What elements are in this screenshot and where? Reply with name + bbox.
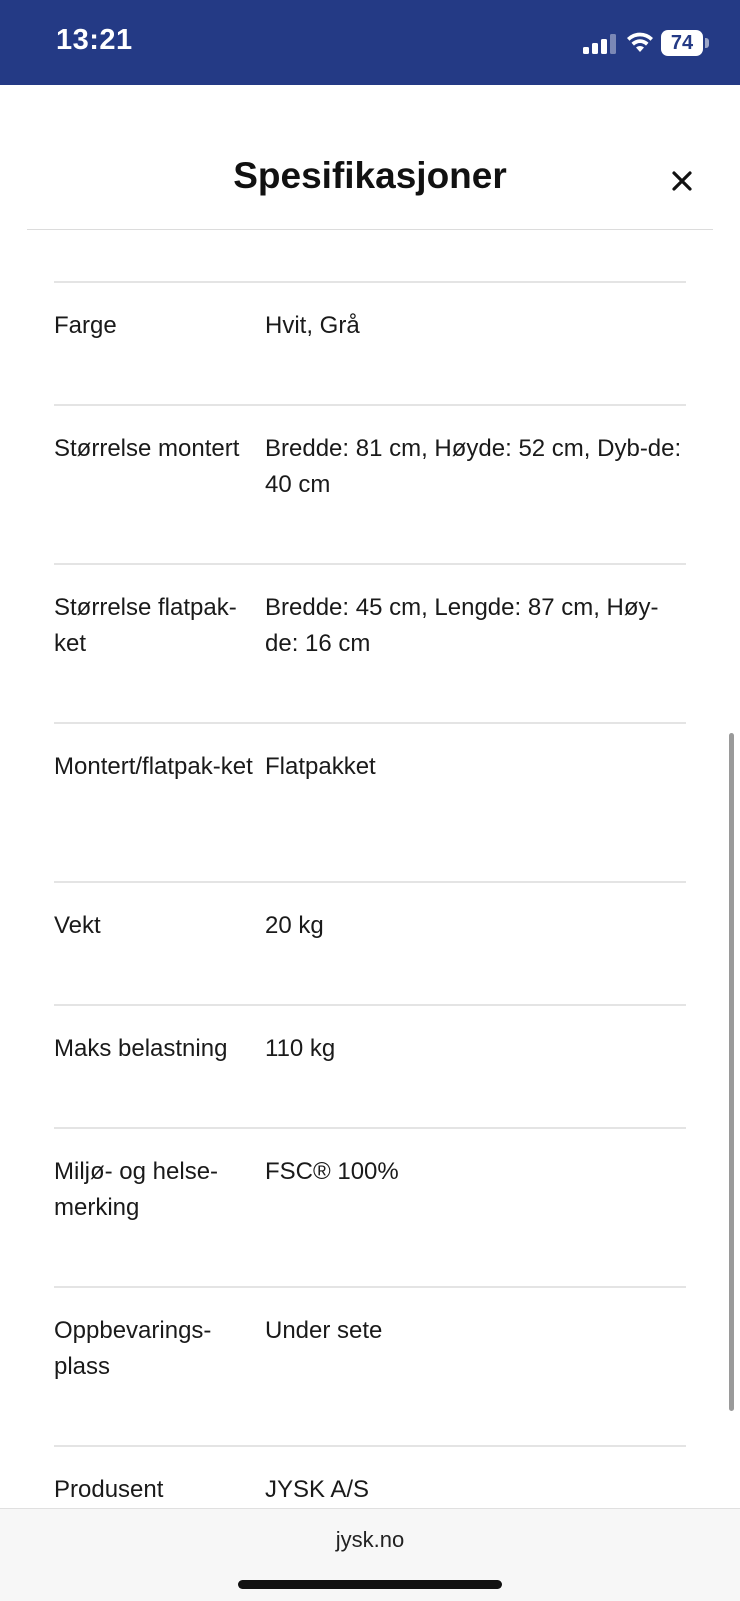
- home-indicator[interactable]: [238, 1580, 502, 1589]
- status-time: 13:21: [56, 24, 133, 56]
- spec-label: Produsent: [54, 1476, 164, 1503]
- spec-row-miljo-merking: [54, 1127, 686, 1286]
- modal-title: Spesifikasjoner: [233, 155, 507, 196]
- spec-label: Miljø- og helse-merking: [54, 1158, 219, 1221]
- spec-value: 110 kg: [265, 1035, 336, 1062]
- spec-row-montert-flatpakket: [54, 722, 686, 881]
- spec-label: Størrelse montert: [54, 435, 240, 462]
- spec-value: FSC® 100%: [265, 1158, 399, 1185]
- spec-value: Bredde: 45 cm, Lengde: 87 cm, Høy-de: 16 cm: [265, 594, 659, 657]
- wifi-icon: [625, 30, 655, 54]
- close-button[interactable]: [666, 165, 698, 197]
- spec-row-farge: [54, 281, 686, 404]
- spec-row-vekt: [54, 881, 686, 1004]
- signal-icon: [583, 34, 617, 54]
- spec-value: JYSK A/S: [265, 1476, 370, 1503]
- scrollbar[interactable]: [729, 733, 734, 1411]
- status-bar: [0, 0, 740, 85]
- modal-header: [0, 85, 740, 230]
- spec-value: Flatpakket: [265, 753, 376, 780]
- spec-row-maks-belastning: [54, 1004, 686, 1127]
- spec-label: Farge: [54, 312, 117, 339]
- browser-bar: [0, 1508, 740, 1601]
- spec-label: Vekt: [54, 912, 101, 939]
- spec-label: Montert/flatpak-ket: [54, 753, 253, 780]
- spec-value: 20 kg: [265, 912, 324, 939]
- close-icon: [666, 165, 698, 197]
- spec-row-storrelse-montert: [54, 404, 686, 563]
- spec-value: Under sete: [265, 1317, 383, 1344]
- spec-row-oppbevaringsplass: [54, 1286, 686, 1445]
- spec-label: Oppbevarings-plass: [54, 1317, 212, 1380]
- spec-row-storrelse-flatpakket: [54, 563, 686, 722]
- battery-level: 74: [670, 32, 694, 54]
- spec-label: Maks belastning: [54, 1035, 228, 1062]
- spec-label: Størrelse flatpak-ket: [54, 594, 237, 657]
- battery-icon: [661, 30, 709, 56]
- url-label[interactable]: jysk.no: [335, 1527, 405, 1552]
- spec-value: Bredde: 81 cm, Høyde: 52 cm, Dyb-de: 40 cm: [265, 435, 682, 498]
- spec-row-produsent: [54, 1445, 686, 1508]
- spec-list[interactable]: [0, 230, 740, 1508]
- spec-value: Hvit, Grå: [265, 312, 360, 339]
